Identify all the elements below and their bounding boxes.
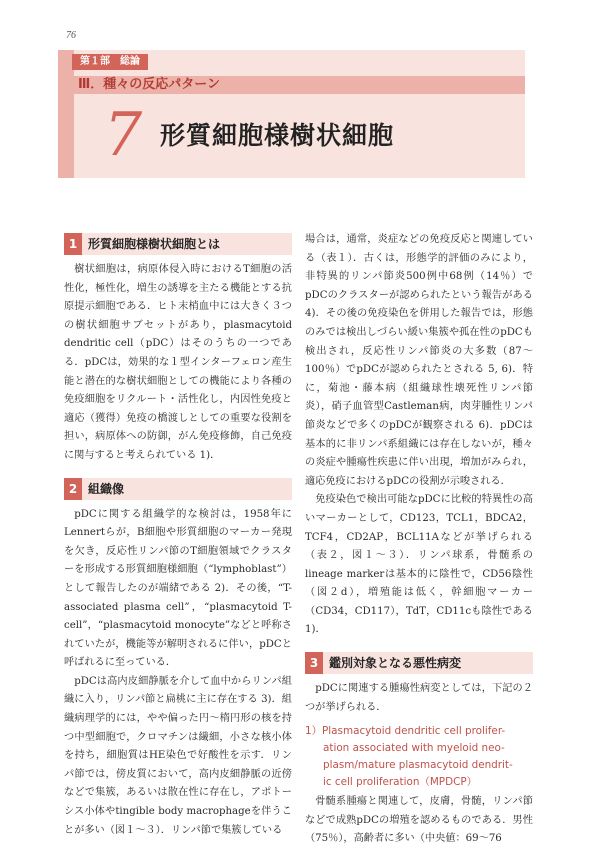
page-number: 76 <box>66 30 76 41</box>
paragraph: 樹状細胞は，病原体侵入時におけるT細胞の活性化，極性化，増生の誘導を主たる機能とする抗原提示細胞である．ヒト末梢血中には大きく３つの樹状細胞サブセットがあり，plasmacytoid dendritic cell（pDC）はそのうちの一つである．pDCは，効果的な１型インターフェロン産生能と潜在的な樹状細胞としての機能により各種の免疫細胞をリクルート・活性化し，内因性免疫と適応（獲得）免疫の橋渡しとしての重要な役割を担い，病原体への防御，がん免疫修飾，自己免疫に関与すると考えられている 1)． <box>64 264 292 461</box>
part-label: 第１部 総論 <box>72 54 148 70</box>
left-column <box>64 233 292 840</box>
section-number-3: 3 <box>305 652 323 674</box>
chapter-title: 形質細胞様樹状細胞 <box>160 121 395 150</box>
paragraph: 場合は，通常，炎症などの免疫反応と関連している（表１）．古くは，形態学的評価のみにより，非特異的リンパ節炎500例中68例（14％）でpDCのクラスターが認められたという報告がある 4)．その後の免疫染色を併用した報告では，形態のみでは検出しづらい緩い集簇や孤在性のpDCも検出され，反応性リンパ節炎の大多数（87〜100％）でpDCが認められたとされる 5, 6)．特に，菊池・藤本病（組織球性壊死性リンパ節炎），硝子血管型Castleman病，肉芽腫性リンパ節炎などで多くのpDCが観察される 6)．pDCは基本的に非リンパ系組織には存在しないが，種々の炎症や腫瘍性疾患に伴い出現，増加がみられ，適応免疫におけるpDCの役割が示唆される． <box>305 234 533 487</box>
subsection-line: ation associated with myeloid neo- <box>323 742 505 755</box>
section-heading-3 <box>305 652 533 674</box>
subsection-line: Plasmacytoid dendritic cell prolifer- <box>322 725 506 738</box>
paragraph: pDCは高内皮細静脈を介して血中からリンパ組織に入り，リンパ節と扁桃に主に存在する 3)．組織病理学的には，やや偏った円〜楕円形の核を持つ中型細胞で，クロマチンは繊細，小さな核小体を持ち，細胞質はHE染色で好酸性を示す．リンパ節では，傍皮質において，高内皮細静脈の近傍などで集簇，あるいは散在性に存在し，アポトーシス小体やtingible body macrophageを伴うことが多い（図１〜３）．リンパ節で集簇している <box>64 675 292 836</box>
subsection-prefix: 1） <box>305 725 323 738</box>
subsection-heading <box>305 723 533 791</box>
section-heading-1 <box>64 233 292 255</box>
paragraph: 免疫染色で検出可能なpDCに比較的特異性の高いマーカーとして，CD123，TCL1，BDCA2，TCF4，CD2AP，BCL11Aなどが挙げられる（表２，図１〜３）．リンパ球系，骨髄系のlineage markerは基本的に陰性で，CD56陰性（図２d），増殖能は低く，幹細胞マーカー（CD34，CD117），TdT，CD11cも陰性である 1)． <box>305 494 533 636</box>
section-number-2: 2 <box>64 478 82 500</box>
subsection-line: plasm/mature plasmacytoid dendrit- <box>323 759 513 772</box>
section-label: Ⅲ．種々の反応パターン <box>72 76 525 94</box>
section-title-3: 鑑別対象となる悪性病変 <box>329 656 462 671</box>
chapter-number: 7 <box>104 100 143 170</box>
paragraph: 骨髄系腫瘍と関連して，皮膚，骨髄，リンパ節などで成熟pDCの増殖を認めるものである．男性（75％），高齢者に多い（中央値：69〜76 <box>305 796 533 845</box>
paragraph: pDCに関連する腫瘍性病変としては，下記の２つが挙げられる． <box>305 683 533 713</box>
right-column <box>305 231 533 849</box>
subsection-line: ic cell proliferation（MPDCP） <box>323 776 477 789</box>
section-heading-2 <box>64 478 292 500</box>
section-title-2: 組織像 <box>88 481 125 496</box>
section-title-1: 形質細胞様樹状細胞とは <box>88 237 221 251</box>
paragraph: pDCに関する組織学的な検討は，1958年にLennertらが，B細胞や形質細胞のマーカー発現を欠き，反応性リンパ節のT細胞領域でクラスターを形成する形質細胞様細胞（“lymphoblast”）として報告したのが端緒である 2)．その後，“T-associated plasma cell”，“plasmacytoid T-cell”，“plasmacytoid monocyte”などと呼称されていたが，機能等が解明されるに伴い，pDCと呼ばれるに至っている． <box>64 508 292 669</box>
section-number-1: 1 <box>64 233 82 255</box>
